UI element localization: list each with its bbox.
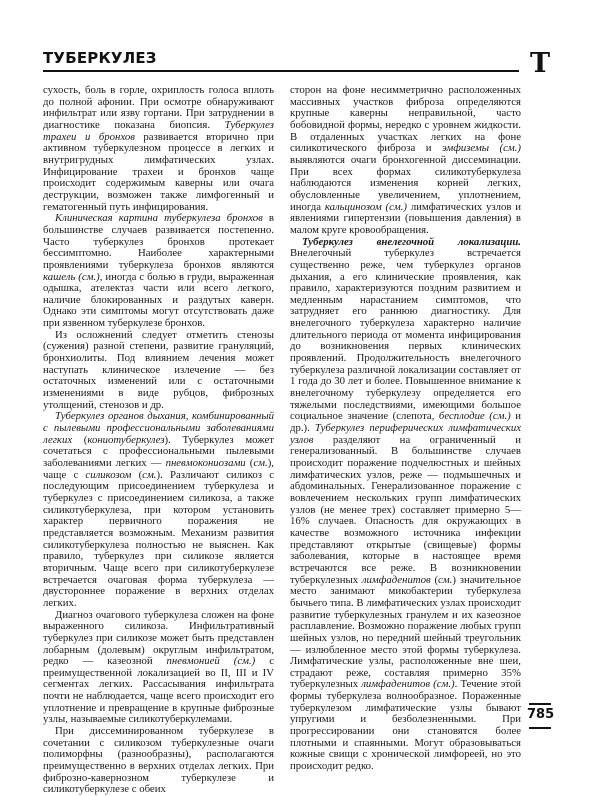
paragraph [43,610,274,727]
text-run: ( [72,433,88,446]
text-run: с преимущественной локализацией во II, III и IV сегментах легких. Рассасывания инфильтрата почти не наблюдается, чаще всего происходит его уплотнение и превращение в крупные фиброзные узлы, называемые силикотуберкулемами. [43,655,274,726]
text-run: При диссеминированном туберкулезе в сочетании с силикозом туберкулезные очаги полиморфны (разнообразны), располагаются преимущественно в верхних отделах легких. При фиброзно-кавернозном туберкулезе и силикотуберкулезе с обеих [43,725,274,796]
emphasized-text: кониотуберкулез [87,433,165,446]
paragraph [43,330,274,412]
text-run: ( [430,573,439,586]
emphasized-text: Туберкулез органов дыхания, комбинированный с пылевыми профессиональными заболеваниями легких [43,410,274,446]
page-number: 785 [527,707,555,722]
text-run: ). Туберкулез может сочетаться с профессиональными пылевыми заболеваниями легких — [43,433,274,469]
paragraph [43,213,274,330]
text-run: сторон на фоне несимметрично расположенных массивных участков фиброза определяются крупные каверны неправильной, часто бобовидной формы, нередко с уровнем жидкости. В отдаленных участках легких на фоне силикотического фиброза и [290,84,521,155]
text-run: Из осложнений следует отметить стенозы (сужения) разной степени, развитие грануляций, бронхиолиты. Под влиянием лечения может наступать клиническое излечение — без остаточных изменений или с остаточными изменениями в виде рубцов, фиброзных утолщений, стенозов и др. [43,328,274,411]
page-number-rule-top [529,703,551,705]
emphasized-text: силикозом [85,468,132,481]
alphabet-letter-tab: T [530,48,551,79]
paragraph [43,411,274,609]
emphasized-text: Клиническая картина туберкулеза бронхов [55,212,263,225]
text-run: Диагноз очагового туберкулеза сложен на фоне выраженного силикоза. Инфильтративный туберкулез при силикозе может быть представлен лобарным (долевым) округлым инфильтратом, редко — казеозной [43,608,274,668]
emphasized-text: пневмонией (см.) [166,655,256,668]
emphasized-text: лимфаденитов (см.) [361,678,455,691]
emphasized-text: см. [142,468,157,481]
text-column-right [290,85,521,773]
paragraph [290,85,521,237]
emphasized-text: Туберкулез периферических лимфатических узлов [290,422,521,446]
text-run: ), чаще с [43,457,274,481]
text-run: выявляются очаги бронхогенной диссеминации. При всех формах силикотуберкулеза наблюдаются изменения корней легких, обусловленные увеличением, уплотнением, иногда [290,153,521,213]
text-run: , иногда с болью в груди, выраженная одышка, ателектаз части или всего легкого, наличие блокированных и раздутых каверн. Однако эти симптомы могут отсутствовать даже при язвенном туберкулезе бронхов. [43,270,274,330]
emphasized-text: лимфаденитов [361,573,431,586]
emphasized-text: см. [438,573,453,586]
emphasized-text: эмфиземы (см.) [442,142,522,155]
text-run: сухость, боль в горле, охриплость голоса вплоть до полной афонии. При осмотре обнаруживают инфильтрат или язву гортани. При затруднении в диагностике показана биопсия. [43,84,274,131]
text-run: Внелегочный туберкулез встречается существенно реже, чем туберкулез органов дыхания, а его клинические проявления, как правило, характеризуются поздним развитием и медленным нарастанием симптомов, что затрудняет его раннюю диагностику. Для внелегочного туберкулеза характерно наличие длительного периода от момента инфицирования до возникновения первых клинических проявлений. Продолжительность внелегочного туберкулеза различной локализации составляет от 1 года до 30 лет и более. Повышенное внимание к внелегочному туберкулезу определяется его тяжелыми последствиями, имеющими большое социальное значение (слепота, [290,247,521,423]
page-number-rule-bottom [529,727,551,729]
paragraph [290,237,521,773]
text-run: развивается вторично при активном туберкулезном процессе в легких и внутригрудных лимфатических узлах. Инфицирование трахеи и бронхов чаще происходит содержимым каверны или очага деструкции, возможен также лимфогенный и гематогенный путь инфицирования. [43,130,274,213]
emphasized-text: кашель (см.) [43,270,100,283]
text-column-left [43,85,274,796]
emphasized-text: бесплодие (см.) [438,410,511,423]
emphasized-text: пневмокониозами [165,457,246,469]
emphasized-text: Туберкулез трахеи и бронхов [43,118,274,143]
emphasized-text: см. [253,457,268,469]
text-run: . Течение этой формы туберкулеза волнообразное. Пораженные туберкулезом лимфатические узлы бывают упругими и безболезненными. При прогрессировании они становятся более плотными и спаянными. Могут образовываться кожные свищи с хронической лимфореей, но это происходит редко. [290,678,521,773]
text-run: в большинстве случаев развивается постепенно. Часто туберкулез бронхов протекает бессимптомно. Наиболее характерными проявлениями туберкулеза бронхов являются [43,212,274,271]
paragraph [43,726,274,796]
header-rule [43,70,519,72]
emphasized-text: кальцинозом (см.) [324,200,408,213]
text-run: разделяют на ограниченный и генерализованный. В большинстве случаев происходит поражение подчелюстных и шейных лимфатических узлов, реже — подмышечных и абдоминальных. Генерализованное поражение с вовлечением нескольких групп лимфатических узлов (не менее трех) составляет примерно 5—16% случаев. Опасность для окружающих в качестве возможного источника инфекции представляют открытые (свищевые) формы заболевания, которые в настоящее время встречаются все реже. В возникновении туберкулезных [290,433,521,586]
emphasized-text: Туберкулез внелегочной локализации. [302,235,521,248]
text-run: ( [245,457,254,469]
text-run: ). Различают силикоз с последующим присоединением туберкулеза и туберкулез с присоединением силикоза, а также силикотуберкулеза, при котором установить характер первичного поражения не представляется возможным. Механизм развития силикотуберкулеза полностью не выяснен. Как правило, туберкулез при силикозе является вторичным. Чаще всего при силикотуберкулезе встречается очаговая форма туберкулеза — двустороннее поражение в верхних отделах легких. [43,468,274,609]
running-head-title: ТУБЕРКУЛЕЗ [43,49,157,67]
text-run: ) значительное место занимают микобактерии туберкулеза бычьего типа. В лимфатических узлах происходит развитие туберкулезных гранулем и их казеозное расплавление. Возможно поражение любых групп шейных узлов, но передний шейный треугольник — излюбленное место этой формы туберкулеза. Лимфатические узлы, расположенные вне шеи, страдают реже, составляя примерно 35% туберкулезных [290,573,521,691]
text-run: лимфатических узлов и явлениями гипертензии (повышения давления) в малом круге кровообращения. [290,200,522,236]
text-run: ( [131,468,143,481]
text-run: и др.). [290,410,521,435]
paragraph [43,85,274,213]
